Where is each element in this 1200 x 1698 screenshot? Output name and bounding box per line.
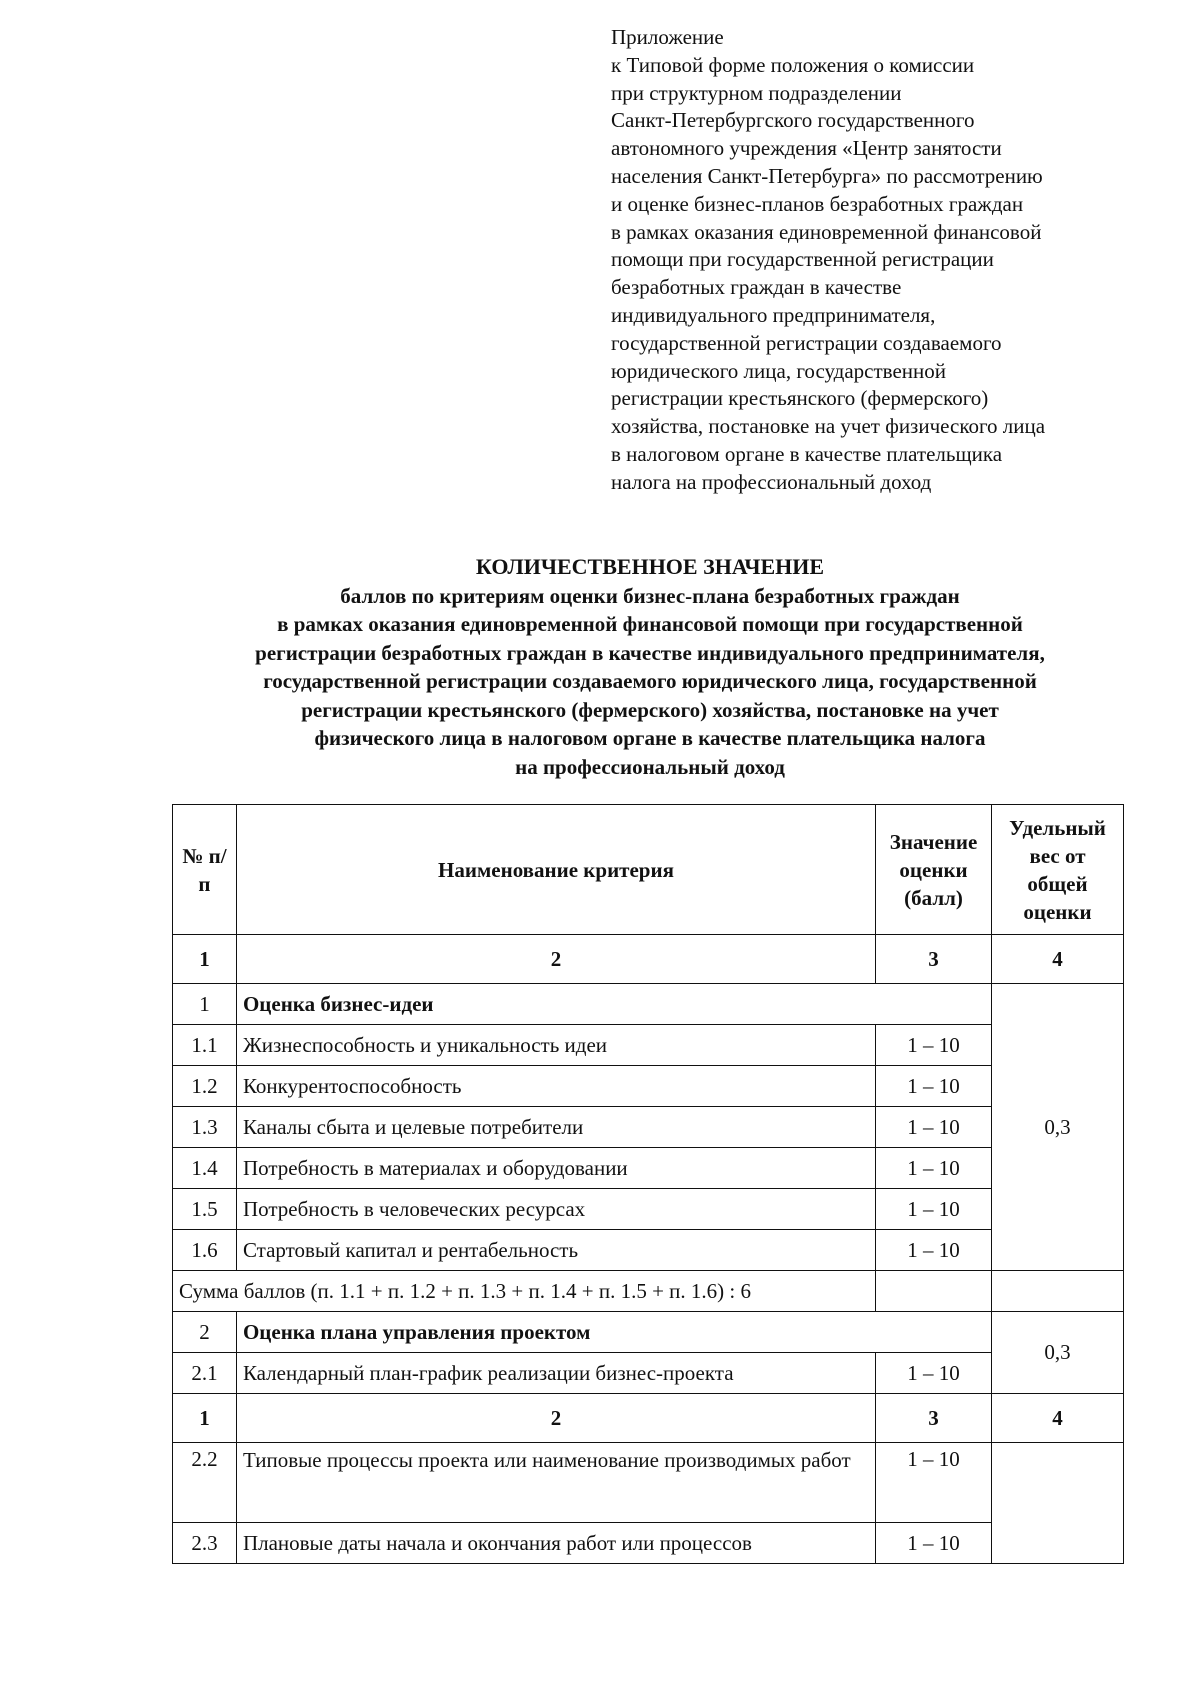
score-range: 1 – 10 bbox=[876, 1353, 992, 1394]
appendix-line: хозяйства, постановке на учет физического лица bbox=[611, 414, 1046, 439]
score-range: 1 – 10 bbox=[876, 1443, 992, 1523]
header-name: Наименование критерия bbox=[236, 805, 875, 935]
row-number: 2.3 bbox=[173, 1523, 237, 1564]
appendix-line: налога на профессиональный доход bbox=[611, 469, 932, 494]
appendix-line: в налоговом органе в качестве плательщика bbox=[611, 441, 1003, 466]
section-weight-cell bbox=[992, 1443, 1124, 1564]
column-number: 2 bbox=[236, 1394, 875, 1443]
header-score: Значение оценки (балл) bbox=[876, 805, 992, 935]
appendix-line: к Типовой форме положения о комиссии bbox=[611, 52, 975, 77]
score-range: 1 – 10 bbox=[876, 1230, 992, 1271]
appendix-line: государственной регистрации создаваемого bbox=[611, 330, 1002, 355]
table-row bbox=[173, 1443, 1124, 1523]
table-row bbox=[173, 1025, 1124, 1066]
column-number-row bbox=[173, 1394, 1124, 1443]
row-number: 2.1 bbox=[173, 1353, 237, 1394]
criterion-name: Жизнеспособность и уникальность идеи bbox=[236, 1025, 875, 1066]
column-number-row bbox=[173, 935, 1124, 984]
table-row bbox=[173, 1230, 1124, 1271]
column-number: 3 bbox=[876, 1394, 992, 1443]
column-number: 3 bbox=[876, 935, 992, 984]
column-number: 2 bbox=[236, 935, 875, 984]
row-number: 1.3 bbox=[173, 1107, 237, 1148]
appendix-line: регистрации крестьянского (фермерского) bbox=[611, 386, 989, 411]
appendix-line: юридического лица, государственной bbox=[611, 358, 946, 383]
criteria-table bbox=[172, 804, 1124, 1564]
appendix-line: и оценке бизнес-планов безработных граждан bbox=[611, 191, 1024, 216]
header-weight: Удельный вес от общей оценки bbox=[992, 805, 1124, 935]
appendix-line: Приложение bbox=[611, 25, 724, 49]
heading-line: регистрации безработных граждан в качестве индивидуального предпринимателя, bbox=[255, 640, 1045, 665]
row-number: 1.2 bbox=[173, 1066, 237, 1107]
criterion-name: Типовые процессы проекта или наименование производимых работ bbox=[236, 1443, 875, 1523]
heading-line: на профессиональный доход bbox=[515, 754, 785, 779]
criterion-name: Потребность в материалах и оборудовании bbox=[236, 1148, 875, 1189]
criterion-name: Потребность в человеческих ресурсах bbox=[236, 1189, 875, 1230]
row-number: 2.2 bbox=[173, 1443, 237, 1523]
heading-line: регистрации крестьянского (фермерского) хозяйства, постановке на учет bbox=[301, 697, 999, 722]
heading-line: физического лица в налоговом органе в качестве плательщика налога bbox=[314, 726, 986, 750]
score-range: 1 – 10 bbox=[876, 1148, 992, 1189]
section-title: Оценка плана управления проектом bbox=[236, 1312, 991, 1353]
score-range: 1 – 10 bbox=[876, 1107, 992, 1148]
section-number: 2 bbox=[173, 1312, 237, 1353]
row-number: 1.5 bbox=[173, 1189, 237, 1230]
row-number: 1.4 bbox=[173, 1148, 237, 1189]
table-row bbox=[173, 1148, 1124, 1189]
appendix-line: в рамках оказания единовременной финансовой bbox=[611, 219, 1042, 244]
row-number: 1.1 bbox=[173, 1025, 237, 1066]
appendix-line: населения Санкт-Петербурга» по рассмотрению bbox=[611, 163, 1043, 188]
column-number: 4 bbox=[992, 1394, 1124, 1443]
appendix-line: помощи при государственной регистрации bbox=[611, 247, 994, 272]
heading-line: баллов по критериям оценки бизнес-плана безработных граждан bbox=[340, 583, 960, 608]
column-number: 4 bbox=[992, 935, 1124, 984]
column-number: 1 bbox=[173, 935, 237, 984]
sum-weight bbox=[992, 1271, 1124, 1312]
section-title: Оценка бизнес-идеи bbox=[236, 984, 991, 1025]
criterion-name: Плановые даты начала и окончания работ или процессов bbox=[236, 1523, 875, 1564]
criterion-name: Календарный план-график реализации бизнес-проекта bbox=[236, 1353, 875, 1394]
section-row bbox=[173, 984, 1124, 1025]
column-number: 1 bbox=[173, 1394, 237, 1443]
row-number: 1.6 bbox=[173, 1230, 237, 1271]
header-num: № п/п bbox=[173, 805, 237, 935]
table-row bbox=[173, 1189, 1124, 1230]
table-row bbox=[173, 1353, 1124, 1394]
document-heading bbox=[90, 553, 1200, 781]
section-weight: 0,3 bbox=[992, 1312, 1124, 1394]
heading-line: государственной регистрации создаваемого юридического лица, государственной bbox=[263, 669, 1037, 693]
sum-formula: Сумма баллов (п. 1.1 + п. 1.2 + п. 1.3 + п. 1.4 + п. 1.5 + п. 1.6) : 6 bbox=[173, 1271, 876, 1312]
table-row bbox=[173, 1107, 1124, 1148]
appendix-line: индивидуального предпринимателя, bbox=[611, 302, 936, 327]
score-range: 1 – 10 bbox=[876, 1189, 992, 1230]
heading-line: в рамках оказания единовременной финансовой помощи при государственной bbox=[277, 612, 1023, 636]
table-row bbox=[173, 1066, 1124, 1107]
table-header-row bbox=[173, 805, 1124, 935]
criterion-name: Конкурентоспособность bbox=[236, 1066, 875, 1107]
appendix-line: безработных граждан в качестве bbox=[611, 275, 902, 300]
score-range: 1 – 10 bbox=[876, 1025, 992, 1066]
sum-value bbox=[876, 1271, 992, 1312]
appendix-line: при структурном подразделении bbox=[611, 80, 902, 105]
score-range: 1 – 10 bbox=[876, 1523, 992, 1564]
criterion-name: Стартовый капитал и рентабельность bbox=[236, 1230, 875, 1271]
appendix-block bbox=[611, 24, 1171, 497]
appendix-line: Санкт-Петербургского государственного bbox=[611, 108, 975, 133]
section-weight: 0,3 bbox=[992, 984, 1124, 1271]
section-row bbox=[173, 1312, 1124, 1353]
section-number: 1 bbox=[173, 984, 237, 1025]
sum-row bbox=[173, 1271, 1124, 1312]
document-title: КОЛИЧЕСТВЕННОЕ ЗНАЧЕНИЕ bbox=[475, 554, 825, 579]
appendix-line: автономного учреждения «Центр занятости bbox=[611, 136, 1002, 161]
table-row bbox=[173, 1523, 1124, 1564]
criterion-name: Каналы сбыта и целевые потребители bbox=[236, 1107, 875, 1148]
score-range: 1 – 10 bbox=[876, 1066, 992, 1107]
